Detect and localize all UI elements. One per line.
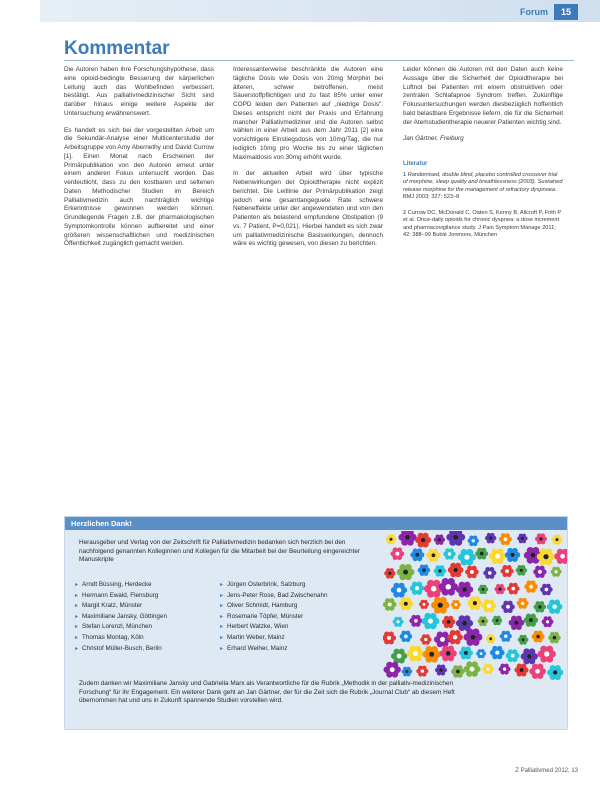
flower-shape <box>478 616 489 626</box>
flower-shape <box>415 533 431 548</box>
flower-shape <box>391 649 407 664</box>
list-item: ▸ Hermann Ewald, Flensburg <box>75 591 167 602</box>
flower-shape <box>451 665 465 678</box>
article-column-3 <box>403 66 563 248</box>
flower-shape <box>490 646 505 659</box>
flower-shape <box>384 568 395 579</box>
list-item: ▸ Herbert Watzke, Wien <box>220 622 327 633</box>
flower-shape <box>494 584 505 594</box>
flower-shape <box>501 565 514 577</box>
author-signature: Jan Gärtner, Freiburg <box>403 135 464 143</box>
flower-shape <box>420 634 431 644</box>
literature-source: BMJ 2003; 327: 523–8 <box>403 194 460 201</box>
flower-shape <box>551 567 562 577</box>
flower-shape <box>439 578 458 596</box>
thanks-box <box>64 516 568 730</box>
flower-shape <box>482 664 494 675</box>
flower-shape <box>426 549 440 562</box>
literature-number: 2 <box>403 209 407 216</box>
flower-shape <box>518 635 529 645</box>
paragraph: Interessanterweise beschränkte die Autoren eine tägliche Dosis wie Dosis von 20mg Morphin bei älteren, schwer betroffenen, meist Sauerstoffpflichtigen und zu fast 85% unter einer COPD leiden den Patienten auf „niedrige Dosis“. Dieses entspricht nicht der Praxis und Erfahrung mancher Palliativmediziner und die Autoren selbst wählen in einer Arbeit aus dem Jahr 2011 [2] eine vorsichtigere Einstiegsdosis von 10mg/Tag, die nur lediglich 10mg pro Woche bis zu einer täglichen Maximaldosis von 30mg erhöht wurde. <box>233 66 383 161</box>
literature-item <box>403 172 563 202</box>
flower-shape <box>547 600 563 614</box>
flower-shape <box>459 646 473 659</box>
flower-shape <box>410 582 425 595</box>
flower-shape <box>435 665 447 676</box>
flower-shape <box>517 598 529 609</box>
flower-shape <box>448 563 464 577</box>
flower-shape <box>458 549 476 566</box>
literature-item <box>403 210 563 240</box>
paragraph: Es handelt es sich bei der vorgestellten Arbeit um die Sekundär-Analyse einer Multicenterstudie der Arbeitsgruppe von Amy Abernethy und David Currow [1]. Einen Monat nach Erscheinen der Primärpublikation von den Autoren erneut unter einem anderen Fokus untersucht worden. Das verdeutlicht, dass zu den kostbaren und seltenen Daten Methodischer Studien im Bereich Palliativmedizin auch nachträglich wichtige Erkenntnisse gewonnen werden können. Grundlegende Fragen z.B. der pharmakologischen Symptomkontrolle können aufbereitet und einer größeren wissenschaftlichen und medizinischen Öffentlichkeit zugänglich gemacht werden. <box>64 126 214 248</box>
flower-shape <box>442 616 456 628</box>
flower-shape <box>529 664 546 679</box>
flower-pattern-image <box>383 531 567 681</box>
flower-shape <box>434 565 447 577</box>
flower-shape <box>398 531 416 546</box>
paragraph: Die Autoren haben ihre Forschungshypothese, dass eine opioid-bedingte Besserung der kärperlichen Leitung auch das Wohlbefinden verbessert, bestätigt. Aus palliativmedizinischer Sicht sind darüber hinaus einige weitere Aspekte der Untersuchung erwähnenswert. <box>64 66 214 117</box>
literature-heading: Literatur <box>403 161 428 167</box>
flower-shape <box>443 548 455 559</box>
list-item: ▸ Rosemarie Töpfer, Münster <box>220 612 327 623</box>
flower-shape <box>542 616 554 627</box>
flower-shape <box>485 533 496 544</box>
flower-shape <box>409 615 422 627</box>
list-item: ▸ Erhard Weiher, Mainz <box>220 644 327 655</box>
flower-shape <box>468 536 480 547</box>
flower-shape <box>499 533 512 545</box>
flower-shape <box>552 535 563 545</box>
list-item: ▸ Maximiliane Jansky, Göttingen <box>75 612 167 623</box>
list-item: ▸ Thomas Montag, Köln <box>75 633 167 644</box>
flower-shape <box>475 548 488 560</box>
flower-shape <box>399 597 414 610</box>
flower-shape <box>383 632 396 645</box>
list-item: ▸ Margit Kratz, Münster <box>75 601 167 612</box>
flower-shape <box>397 564 415 580</box>
flower-shape <box>383 598 397 611</box>
flower-shape <box>418 565 431 576</box>
flower-shape <box>446 531 465 546</box>
list-item: ▸ Stefan Lorenzl, München <box>75 622 167 633</box>
flower-shape <box>386 534 397 544</box>
flower-shape <box>516 565 528 576</box>
flower-shape <box>440 646 457 662</box>
flower-shape <box>483 567 496 579</box>
flower-shape <box>532 631 545 643</box>
flower-shape <box>500 631 512 642</box>
flower-shape <box>400 631 413 643</box>
thanks-intro: Herausgeber und Verlag von der Zeitschrift für Palliativmedizin bedanken sich herzlich bei den nachfolgend genannten Kolleginnen und Kollegen für die Mitarbeit bei der Beurteilung eingereichter Manuskripte <box>79 539 361 564</box>
flower-shape <box>534 601 547 613</box>
flower-shape <box>410 548 424 561</box>
flower-shape <box>422 613 440 629</box>
flower-shape <box>506 649 520 662</box>
paragraph: In der aktuellen Arbeit wird über typische Nebenwirkungen der Opioidtherapie nicht explizit berichtet. Die Leitlinie der Primärpublikation zeigt jedoch eine gesamtangeguete Rate schwere Nebeneffekte unter der angewendeten und von den Patienten als belastend empfundene Obstipation (9 vs. 7 Patient, P=0,021). Hierbei handelt es sich zwar um palliativmedizinische Basiswirkungen, dennoch wäre es wichtig gewesen, von diesen zu berichten. <box>233 170 383 248</box>
flower-shape <box>538 646 556 663</box>
flower-shape <box>505 548 520 562</box>
flower-shape <box>492 616 502 626</box>
flower-shape <box>535 533 547 544</box>
flower-shape <box>486 634 496 643</box>
flower-shape <box>501 601 515 613</box>
flower-shape <box>402 667 413 677</box>
literature-title: Randomised, double blind, placebo controlled crossover trial of morphine, sleep quality and breathlessness (2003). Sustained release morphine for the management of refractory dyspnoea. <box>403 171 563 193</box>
flower-shape <box>464 629 483 646</box>
page-title: Kommentar <box>64 38 170 59</box>
flower-shape <box>537 548 555 565</box>
flower-shape <box>391 547 405 560</box>
flower-shape <box>431 597 449 614</box>
reviewer-list-right <box>220 580 327 654</box>
flower-shape <box>507 583 520 595</box>
flower-shape <box>465 566 479 579</box>
list-item: ▸ Martin Weber, Mainz <box>220 633 327 644</box>
list-item: ▸ Oliver Schmidt, Hamburg <box>220 601 327 612</box>
flower-shape <box>547 665 563 680</box>
flower-shape <box>476 649 486 658</box>
article-column-2 <box>233 66 383 257</box>
flower-shape <box>548 632 561 644</box>
flower-shape <box>554 549 567 564</box>
list-item: ▸ Arndt Büssing, Herdecke <box>75 580 167 591</box>
flower-shape <box>451 600 461 609</box>
flower-shape <box>489 549 506 565</box>
flower-shape <box>524 614 539 627</box>
flower-shape <box>524 580 538 592</box>
flower-shape <box>521 648 538 664</box>
flower-shape <box>499 664 511 675</box>
journal-footer: Z Palliativmed 2012; 13 <box>515 768 578 774</box>
literature-number: 1 <box>403 171 407 178</box>
flower-shape <box>434 535 445 545</box>
flower-shape <box>540 584 553 596</box>
flower-shape <box>514 664 528 677</box>
article-column-1 <box>64 66 214 257</box>
flower-shape <box>384 662 401 678</box>
title-divider <box>64 60 574 61</box>
flower-shape <box>464 661 481 677</box>
flower-shape <box>419 600 429 609</box>
reviewer-list-left <box>75 580 167 654</box>
flower-shape <box>447 630 463 644</box>
flower-shape <box>456 582 473 598</box>
header-band <box>40 0 600 22</box>
list-item: ▸ Jens-Peter Rose, Bad Zwischenahn <box>220 591 327 602</box>
flower-shape <box>423 646 441 663</box>
thanks-heading: Herzlichen Dank! <box>65 517 567 530</box>
list-item: ▸ Christof Müller-Busch, Berlin <box>75 644 167 655</box>
flower-shape <box>467 596 482 610</box>
flower-shape <box>517 534 527 544</box>
flower-shape <box>393 617 404 627</box>
literature-source: Currow DC, McDonald C, Oaten S, Kenny B, Allcroft P, Frith P et al. Once-daily opioids for chronic dyspnea: a dose increment and pharmacovigilance study. J Pain Symptom Manage 2011; 42: 388–99 Bublé Jonmons, München <box>403 209 562 239</box>
flower-shape <box>407 646 424 662</box>
flower-shape <box>533 566 546 578</box>
flower-shape <box>416 666 428 677</box>
paragraph: Leider können die Autoren mit den Daten auch keine Aussage über die Sicherheit der Opioidtherapie bei Luftnot bei Patienten mit einem obstruktiven oder zentralen Schlafapnoe Syndrom treffen. Zukünftige Fokusuntersuchungen werden diesbezüglich hoffentlich bald belastbare Ergebnisse liefern, die für die Sicherheit der Atemstudientherapie neuerer Patienten wichtig sind. <box>403 66 563 126</box>
flower-shape <box>509 616 525 630</box>
section-label: Forum <box>520 7 548 17</box>
page-number: 15 <box>554 4 578 20</box>
flower-shape <box>391 583 407 598</box>
thanks-outro: Zudem danken wir Maximiliane Jansky und Gabriella Marx als Verantwortliche für die Rubrik „Methodik in der palliativ-medizinischen Forschung“ für ihr Engagement. Ein weiterer Dank geht an Jan Gärtner, der für die Zeit sich die Rubrik „Journal Club“ ab diesem Heft übernommen hat und uns in Zukunft spannende Studien vorstellen wird. <box>79 680 455 705</box>
flower-shape <box>482 599 497 612</box>
list-item: ▸ Jürgen Osterbrink, Salzburg <box>220 580 327 591</box>
flower-shape <box>478 585 488 594</box>
